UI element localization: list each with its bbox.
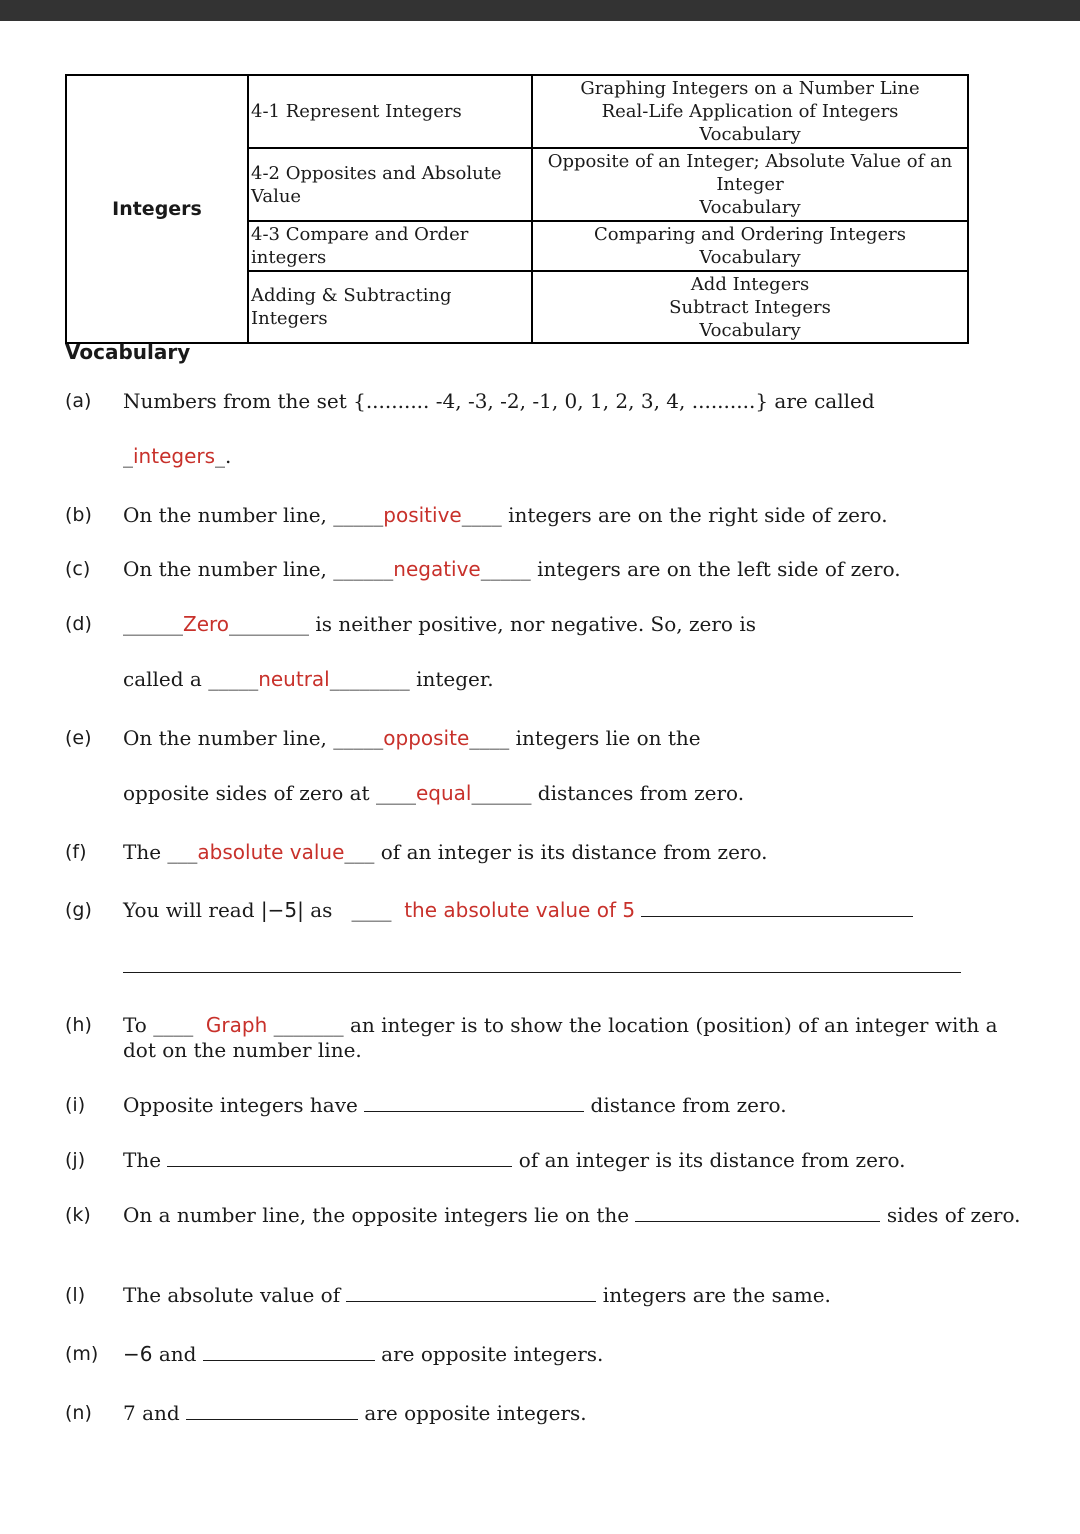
text-part: called a: [123, 667, 209, 691]
question-text: [123, 781, 744, 806]
question-label: (g): [65, 899, 92, 921]
table-row: [66, 75, 968, 148]
text-part: integer.: [409, 667, 494, 691]
blank-answer-line[interactable]: [346, 1300, 596, 1302]
answer-line[interactable]: ______Zero________: [123, 612, 310, 636]
blank-answer-line[interactable]: [186, 1418, 358, 1420]
blank-answer-line[interactable]: [123, 972, 961, 973]
content-line: Vocabulary: [699, 319, 801, 341]
topic-cell: Integers: [66, 75, 248, 343]
answer-text: absolute value: [197, 840, 345, 864]
content-line: Add Integers: [690, 273, 810, 295]
answer-text: Graph: [205, 1013, 268, 1037]
answer-line[interactable]: ______negative_____: [333, 557, 531, 581]
text-part: of an integer is its distance from zero.: [374, 840, 768, 864]
answer-text: neutral: [258, 667, 330, 691]
answer-text: Zero: [183, 612, 230, 636]
text-part: integers are on the right side of zero.: [501, 503, 888, 527]
text-part: The: [123, 840, 168, 864]
question-text: [123, 726, 701, 751]
lesson-cell: 4-1 Represent Integers: [248, 75, 532, 148]
answer-text: opposite: [383, 726, 470, 750]
blank-answer-line[interactable]: [364, 1110, 584, 1112]
text-part: integers lie on the: [509, 726, 701, 750]
text-part: On the number line,: [123, 503, 334, 527]
text-part: is neither positive, nor negative. So, zero is: [309, 612, 756, 636]
blank-answer-line[interactable]: [203, 1359, 375, 1361]
question-label: (i): [65, 1094, 86, 1116]
text-part: and: [152, 1342, 203, 1366]
content-cell: [532, 271, 968, 343]
content-line: Integer: [716, 174, 784, 195]
content-line: Real-Life Application of Integers: [601, 101, 899, 122]
text-part: an integer is to show the location (position) of an integer with a dot on the number line.: [123, 1013, 998, 1062]
question-text: [123, 1148, 906, 1173]
units-table: [65, 74, 969, 344]
text-part: On the number line,: [123, 726, 334, 750]
question-text: [123, 557, 901, 582]
content-line: Vocabulary: [699, 247, 801, 268]
question-label: (f): [65, 841, 87, 863]
text-part: To: [123, 1013, 154, 1037]
text-part: The absolute value of: [123, 1283, 347, 1307]
question-text: [123, 1401, 587, 1426]
answer-line[interactable]: _____positive____: [333, 503, 502, 527]
answer-line[interactable]: _____opposite____: [333, 726, 510, 750]
answer-line[interactable]: ____equal______: [375, 781, 532, 805]
answer-text: integers: [133, 444, 216, 468]
absolute-value-expression: |−5|: [260, 898, 304, 922]
text-part: as: [303, 898, 333, 922]
text-part: of an integer is its distance from zero.: [512, 1148, 906, 1172]
question-text: [123, 667, 494, 692]
question-text: [123, 612, 756, 637]
answer-text: the absolute value of 5: [404, 898, 636, 922]
text-part: opposite sides of zero at: [123, 781, 376, 805]
question-label: (m): [65, 1343, 99, 1365]
lesson-cell: 4-3 Compare and Order integers: [248, 221, 532, 271]
answer-line[interactable]: _____neutral________: [208, 667, 410, 691]
number: −6: [123, 1342, 153, 1366]
question-text: [123, 1283, 831, 1308]
content-line: Graphing Integers on a Number Line: [580, 78, 920, 99]
question-label: (h): [65, 1014, 92, 1036]
text-part: On a number line, the opposite integers lie on the: [123, 1203, 636, 1227]
question-label: (b): [65, 504, 92, 526]
content-line: Vocabulary: [699, 124, 801, 145]
text-part: .: [225, 444, 232, 468]
content-cell: [532, 75, 968, 148]
text-part: are opposite integers.: [374, 1342, 604, 1366]
answer-text: positive: [383, 503, 462, 527]
content-cell: [532, 221, 968, 271]
question-label: (n): [65, 1402, 92, 1424]
question-text: [123, 1203, 1023, 1228]
answer-text: equal: [415, 781, 472, 805]
blank-answer-line[interactable]: [635, 1220, 880, 1222]
text-part: sides of zero.: [880, 1203, 1021, 1227]
question-text: [123, 898, 913, 923]
vocabulary-heading: Vocabulary: [65, 340, 191, 364]
question-text: [123, 389, 1023, 414]
text-part: distance from zero.: [584, 1093, 787, 1117]
text-part: The: [123, 1148, 168, 1172]
blank-answer-line[interactable]: [167, 1165, 512, 1167]
lesson-cell: Adding & Subtracting Integers: [248, 271, 532, 343]
text-part: distances from zero.: [531, 781, 745, 805]
question-text: [123, 1342, 603, 1367]
number: 7: [123, 1401, 136, 1425]
question-text: [123, 1013, 1023, 1063]
answer-line[interactable]: ____ the absolute value of 5: [351, 898, 913, 922]
question-text: [123, 503, 888, 528]
top-bar: [0, 0, 1080, 21]
question-label: (a): [65, 390, 92, 412]
text-part: integers are the same.: [596, 1283, 831, 1307]
text-part: You will read: [123, 898, 261, 922]
text-part: integers are on the left side of zero.: [530, 557, 901, 581]
answer-line[interactable]: ___absolute value___: [167, 840, 375, 864]
content-line: Vocabulary: [699, 197, 801, 218]
content-line: Comparing and Ordering Integers: [593, 224, 907, 245]
question-text: [123, 840, 768, 865]
text-part: and: [135, 1401, 187, 1425]
question-text: [123, 1093, 787, 1118]
text-part: Numbers from the set {.......... -4, -3, -2, -1, 0, 1, 2, 3, 4, ..........} are called: [123, 389, 875, 413]
content-line: Opposite of an Integer; Absolute Value of an: [547, 151, 953, 172]
question-label: (c): [65, 558, 91, 580]
question-label: (d): [65, 613, 92, 635]
content-line: Subtract Integers: [669, 296, 831, 318]
text-part: Opposite integers have: [123, 1093, 365, 1117]
answer-line[interactable]: _integers_.: [123, 444, 232, 468]
lesson-cell: 4-2 Opposites and Absolute Value: [248, 148, 532, 221]
text-part: On the number line,: [123, 557, 334, 581]
content-cell: [532, 148, 968, 221]
answer-line[interactable]: ____ Graph _______: [153, 1013, 344, 1037]
text-part: are opposite integers.: [358, 1401, 587, 1425]
answer-text: negative: [393, 557, 481, 581]
question-label: (j): [65, 1149, 86, 1171]
question-label: (e): [65, 727, 92, 749]
question-label: (k): [65, 1204, 91, 1226]
question-label: (l): [65, 1284, 86, 1306]
